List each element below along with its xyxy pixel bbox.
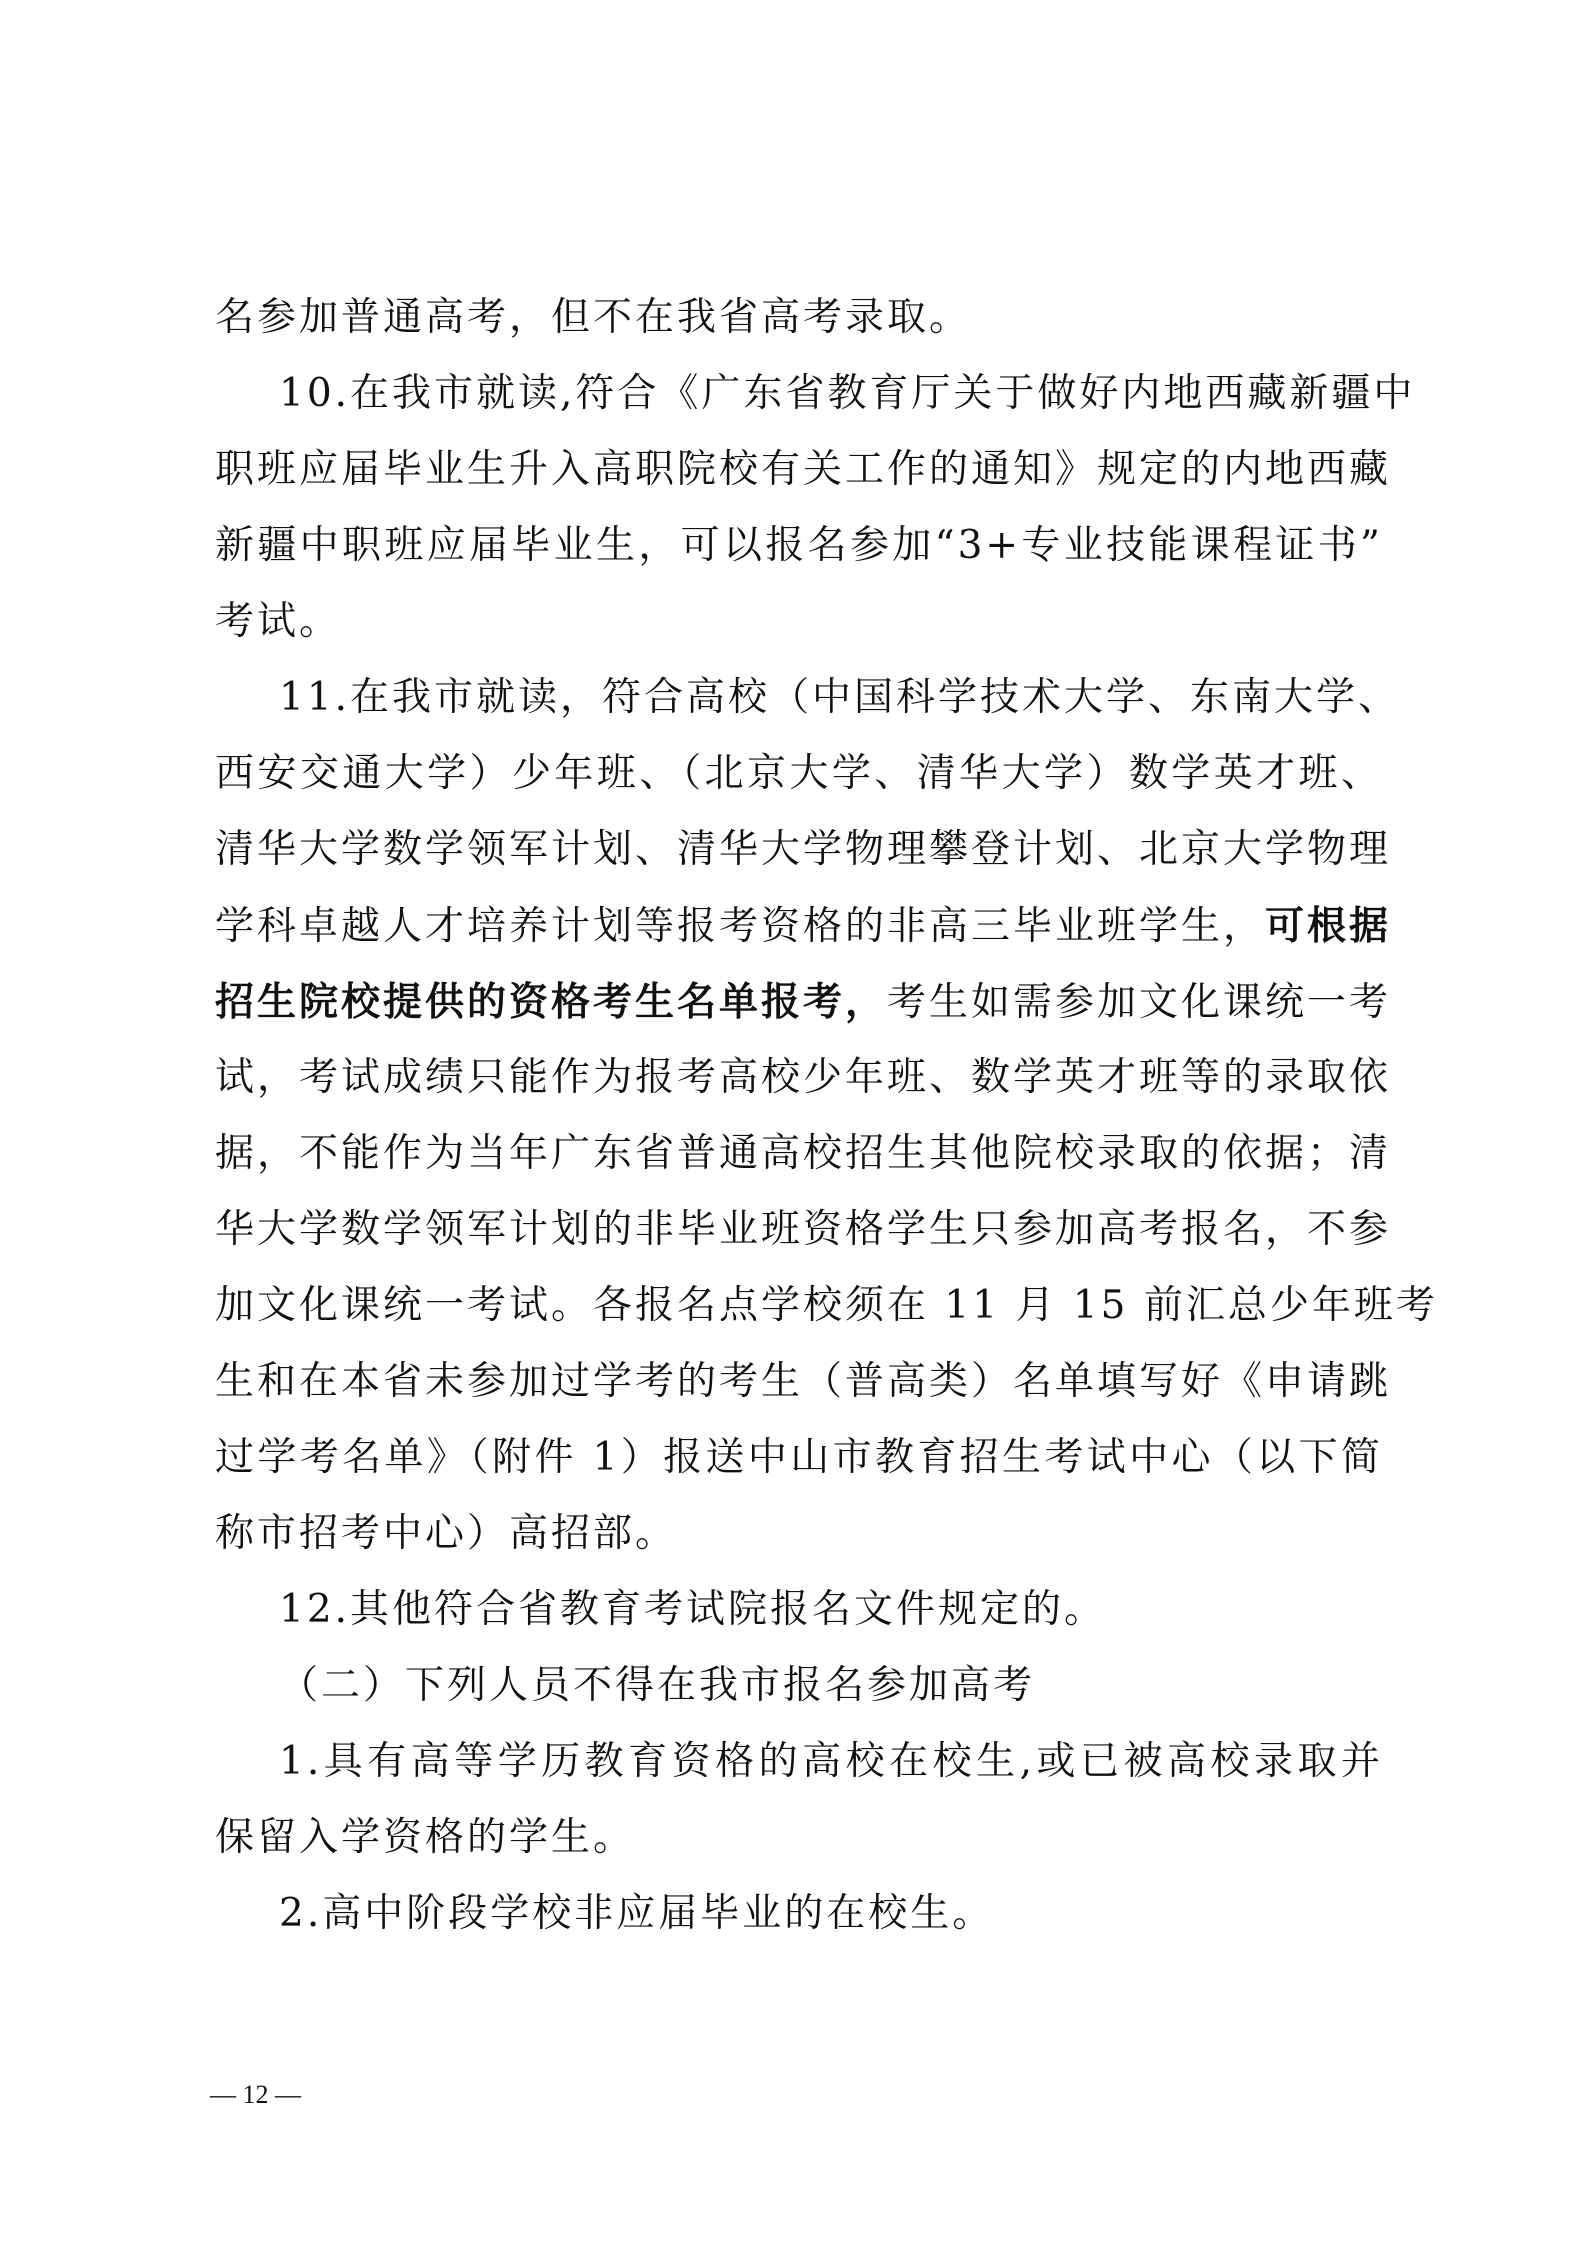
text-line: 保留入学资格的学生。 xyxy=(215,1815,636,1860)
text-line: 12.其他符合省教育考试院报名文件规定的。 xyxy=(279,1587,1107,1632)
text-line: 11.在我市就读，符合高校（中国科学技术大学、东南大学、 xyxy=(279,675,1401,720)
text-line: 10.在我市就读,符合《广东省教育厅关于做好内地西藏新疆中 xyxy=(279,371,1416,416)
text-line: 称市招考中心）高招部。 xyxy=(215,1511,678,1556)
section-heading: （二）下列人员不得在我市报名参加高考 xyxy=(279,1663,1036,1708)
text-line: 考试。 xyxy=(215,599,342,644)
text-line: 过学考名单》（附件 1）报送中山市教育招生考试中心（以下简 xyxy=(215,1435,1383,1480)
text-line: 西安交通大学）少年班、（北京大学、清华大学）数学英才班、 xyxy=(215,751,1383,796)
text-line: 职班应届毕业生升入高职院校有关工作的通知》规定的内地西藏 xyxy=(215,447,1392,492)
text-line: 华大学数学领军计划的非毕业班资格学生只参加高考报名，不参 xyxy=(215,1207,1392,1252)
text-line: 清华大学数学领军计划、清华大学物理攀登计划、北京大学物理 xyxy=(215,827,1392,872)
text-line: 名参加普通高考，但不在我省高考录取。 xyxy=(215,295,972,340)
bold-text-segment: 可根据 xyxy=(1265,903,1392,949)
text-line: 试，考试成绩只能作为报考高校少年班、数学英才班等的录取依 xyxy=(215,1055,1392,1100)
text-line xyxy=(215,888,1392,964)
text-line: 生和在本省未参加过学考的考生（普高类）名单填写好《申请跳 xyxy=(215,1359,1392,1404)
text-line: 加文化课统一考试。各报名点学校须在 11 月 15 前汇总少年班考 xyxy=(215,1283,1438,1328)
text-line: 1.具有高等学历教育资格的高校在校生,或已被高校录取并 xyxy=(279,1739,1383,1784)
text-segment: 考生如需参加文化课统一考 xyxy=(887,980,1392,1025)
text-line: 据，不能作为当年广东省普通高校招生其他院校录取的依据；清 xyxy=(215,1131,1392,1176)
bold-text-segment: 招生院校提供的资格考生名单报考， xyxy=(215,979,888,1025)
text-line xyxy=(215,964,1392,1040)
text-segment: 学科卓越人才培养计划等报考资格的非高三毕业班学生， xyxy=(215,904,1266,949)
text-line: 2.高中阶段学校非应届毕业的在校生。 xyxy=(279,1891,995,1936)
page-number: — 12 — xyxy=(210,2080,301,2109)
text-line: 新疆中职班应届毕业生，可以报名参加“3+专业技能课程证书” xyxy=(215,523,1383,568)
document-body xyxy=(215,280,1438,1952)
